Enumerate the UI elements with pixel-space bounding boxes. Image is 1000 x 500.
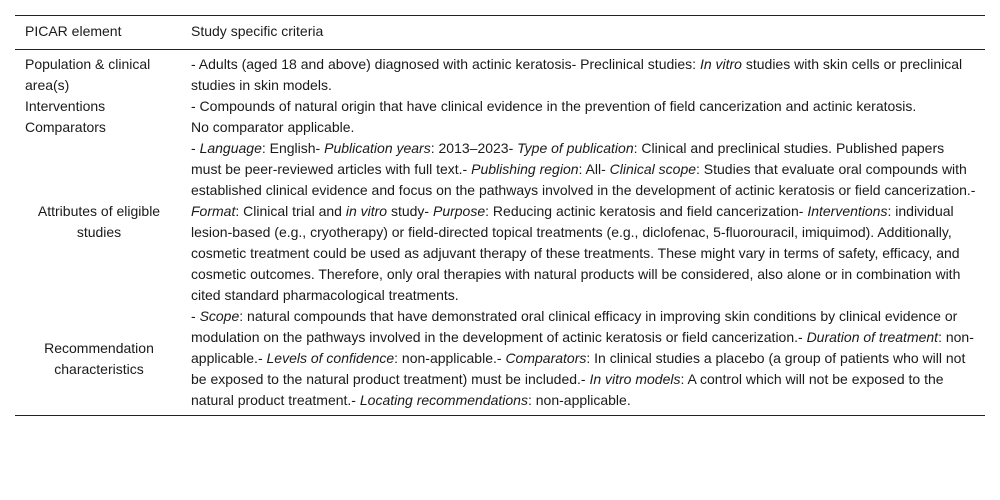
criteria-text: - Adults (aged 18 and above) diagnosed with actinic keratosis- Preclinical studies: [191, 56, 700, 72]
criteria-term: Comparators [505, 350, 587, 366]
row-element-comparators: Comparators [25, 119, 106, 135]
criteria-text: - Compounds of natural origin that have clinical evidence in the prevention of field cancerization and actinic keratosis. [191, 98, 917, 114]
criteria-text: - [191, 308, 200, 324]
criteria-text: : Reducing actinic keratosis and field cancerization- [485, 203, 808, 219]
criteria-text: : non-applicable.- [394, 350, 506, 366]
criteria-term: Interventions [807, 203, 888, 219]
criteria-term: Publishing region [471, 161, 579, 177]
criteria-term: Language [199, 140, 262, 156]
row-criteria-recommendation [181, 306, 985, 416]
picar-criteria-table [15, 15, 985, 416]
criteria-text: : Studies that evaluate oral compounds with established clinical evidence and focus on the pathways involved in the development of actinic keratosis or field cancerization.- [191, 161, 976, 198]
criteria-text: : In clinical studies a placebo (a group of patients who will not be exposed to the natural product treatment) must be included.- [191, 350, 966, 387]
table-row [15, 96, 985, 117]
table-body [15, 50, 985, 416]
criteria-term: Format [191, 203, 236, 219]
criteria-term: Locating recommendations [359, 392, 528, 408]
criteria-text: No comparator applicable. [191, 119, 355, 135]
row-element-attributes: Attributes of eligible studies [37, 203, 161, 240]
row-criteria-population [181, 50, 985, 97]
row-criteria-attributes [181, 138, 985, 306]
row-criteria-interventions [181, 96, 985, 117]
criteria-text: : A control which will not be exposed to the natural product treatment.- [191, 371, 944, 408]
criteria-text: : Clinical trial and [235, 203, 346, 219]
criteria-term: Purpose [432, 203, 486, 219]
row-element-recommendation: Recommendation characteristics [15, 306, 181, 416]
table-row [15, 138, 985, 306]
criteria-term: in vitro [345, 203, 388, 219]
header-row [15, 16, 985, 50]
criteria-text: : individual lesion-based (e.g., cryotherapy) or field-directed topical treatments (e.g., diclofenac, 5-fluorouracil, imiquimod). Additionally, cosmetic treatment could be used as adjuvant therapy of these treatments. These might vary in terms of safety, efficacy, and cosmetic outcomes. Therefore, only oral therapies with natural products will be considered, also alone or in combination with cited standard pharmacological treatments. [191, 203, 961, 303]
row-criteria-comparators [181, 117, 985, 138]
criteria-text: : natural compounds that have demonstrated oral clinical efficacy in improving skin conditions by clinical evidence or modulation on the pathways involved in the development of actinic keratosis or field cancerization.- [191, 308, 958, 345]
criteria-term: Scope [199, 308, 240, 324]
criteria-term: In vitro models [589, 371, 681, 387]
criteria-term: Levels of confidence [266, 350, 395, 366]
criteria-term: In vitro [699, 56, 742, 72]
criteria-text: : All- [578, 161, 610, 177]
criteria-text: studies with skin cells or preclinical studies in skin models. [191, 56, 963, 93]
criteria-term: Publication years [324, 140, 431, 156]
criteria-text: : non-applicable. [527, 392, 631, 408]
criteria-text: : Clinical and preclinical studies. Published papers must be peer-reviewed articles with full text.- [191, 140, 945, 177]
table-header [15, 16, 985, 50]
table-row [15, 50, 985, 97]
row-element-interventions: Interventions [25, 98, 106, 114]
criteria-term: Clinical scope [609, 161, 697, 177]
criteria-text: - [191, 140, 200, 156]
table-row [15, 117, 985, 138]
table-row [15, 306, 985, 416]
criteria-text: : non-applicable.- [191, 329, 974, 366]
header-picar-element: PICAR element [15, 16, 181, 50]
criteria-text: study- [387, 203, 433, 219]
header-study-criteria: Study specific criteria [181, 16, 985, 50]
criteria-text: : 2013–2023- [430, 140, 518, 156]
criteria-term: Duration of treatment [806, 329, 939, 345]
criteria-term: Type of publication [517, 140, 634, 156]
row-element-population: Population & clinical area(s) [25, 56, 151, 93]
criteria-text: : English- [261, 140, 325, 156]
